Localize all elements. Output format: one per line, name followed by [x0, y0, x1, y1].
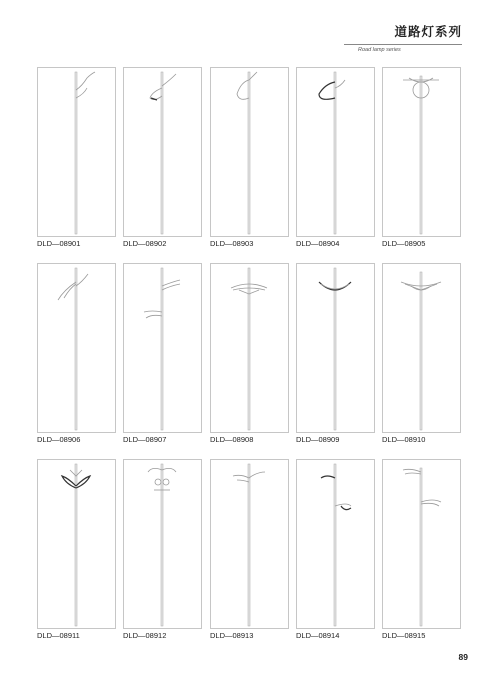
- page-number: 89: [458, 652, 468, 662]
- product-code: DLD—08911: [37, 631, 80, 640]
- canopy-top-lamp-icon: [211, 264, 288, 432]
- ring-cross-lamp-icon: [383, 68, 460, 236]
- product-card: [296, 459, 375, 629]
- header-title: 道路灯系列: [394, 25, 462, 39]
- angled-double-arm-lamp-icon: [383, 460, 460, 628]
- product-code: DLD—08912: [123, 631, 167, 640]
- product-card: [382, 263, 461, 433]
- product-card: [37, 459, 116, 629]
- scroll-ornament-lamp-icon: [124, 460, 201, 628]
- product-card: [123, 67, 202, 237]
- product-card: [382, 459, 461, 629]
- product-code: DLD—08905: [382, 239, 426, 248]
- crescent-top-lamp-icon: [297, 264, 374, 432]
- product-card: [210, 459, 289, 629]
- product-card: [210, 67, 289, 237]
- v-arm-lamp-icon: [211, 460, 288, 628]
- product-code: DLD—08902: [123, 239, 167, 248]
- header-rule: [344, 44, 462, 45]
- product-code: DLD—08901: [37, 239, 81, 248]
- product-card: [123, 263, 202, 433]
- product-code: DLD—08910: [382, 435, 426, 444]
- double-arc-lamp-icon: [124, 68, 201, 236]
- leaf-arm-lamp-icon: [211, 68, 288, 236]
- winged-canopy-lamp-icon: [383, 264, 460, 432]
- product-card: [123, 459, 202, 629]
- product-code: DLD—08908: [210, 435, 254, 444]
- product-code: DLD—08906: [37, 435, 81, 444]
- product-card: [296, 67, 375, 237]
- product-code: DLD—08903: [210, 239, 254, 248]
- product-card: [37, 67, 116, 237]
- product-card: [210, 263, 289, 433]
- product-card: [37, 263, 116, 433]
- single-arm-curved-lamp-icon: [38, 68, 115, 236]
- product-code: DLD—08914: [296, 631, 340, 640]
- staggered-arm-lamp-icon: [297, 460, 374, 628]
- product-code: DLD—08915: [382, 631, 426, 640]
- product-code: DLD—08904: [296, 239, 340, 248]
- product-card: [296, 263, 375, 433]
- product-code: DLD—08909: [296, 435, 340, 444]
- wing-arm-lamp-icon: [38, 264, 115, 432]
- product-code: DLD—08913: [210, 631, 254, 640]
- product-code: DLD—08907: [123, 435, 167, 444]
- two-level-arm-lamp-icon: [124, 264, 201, 432]
- product-card: [382, 67, 461, 237]
- hook-arm-lamp-icon: [297, 68, 374, 236]
- header-subtitle: Road lamp series: [358, 47, 401, 53]
- tulip-lamp-icon: [38, 460, 115, 628]
